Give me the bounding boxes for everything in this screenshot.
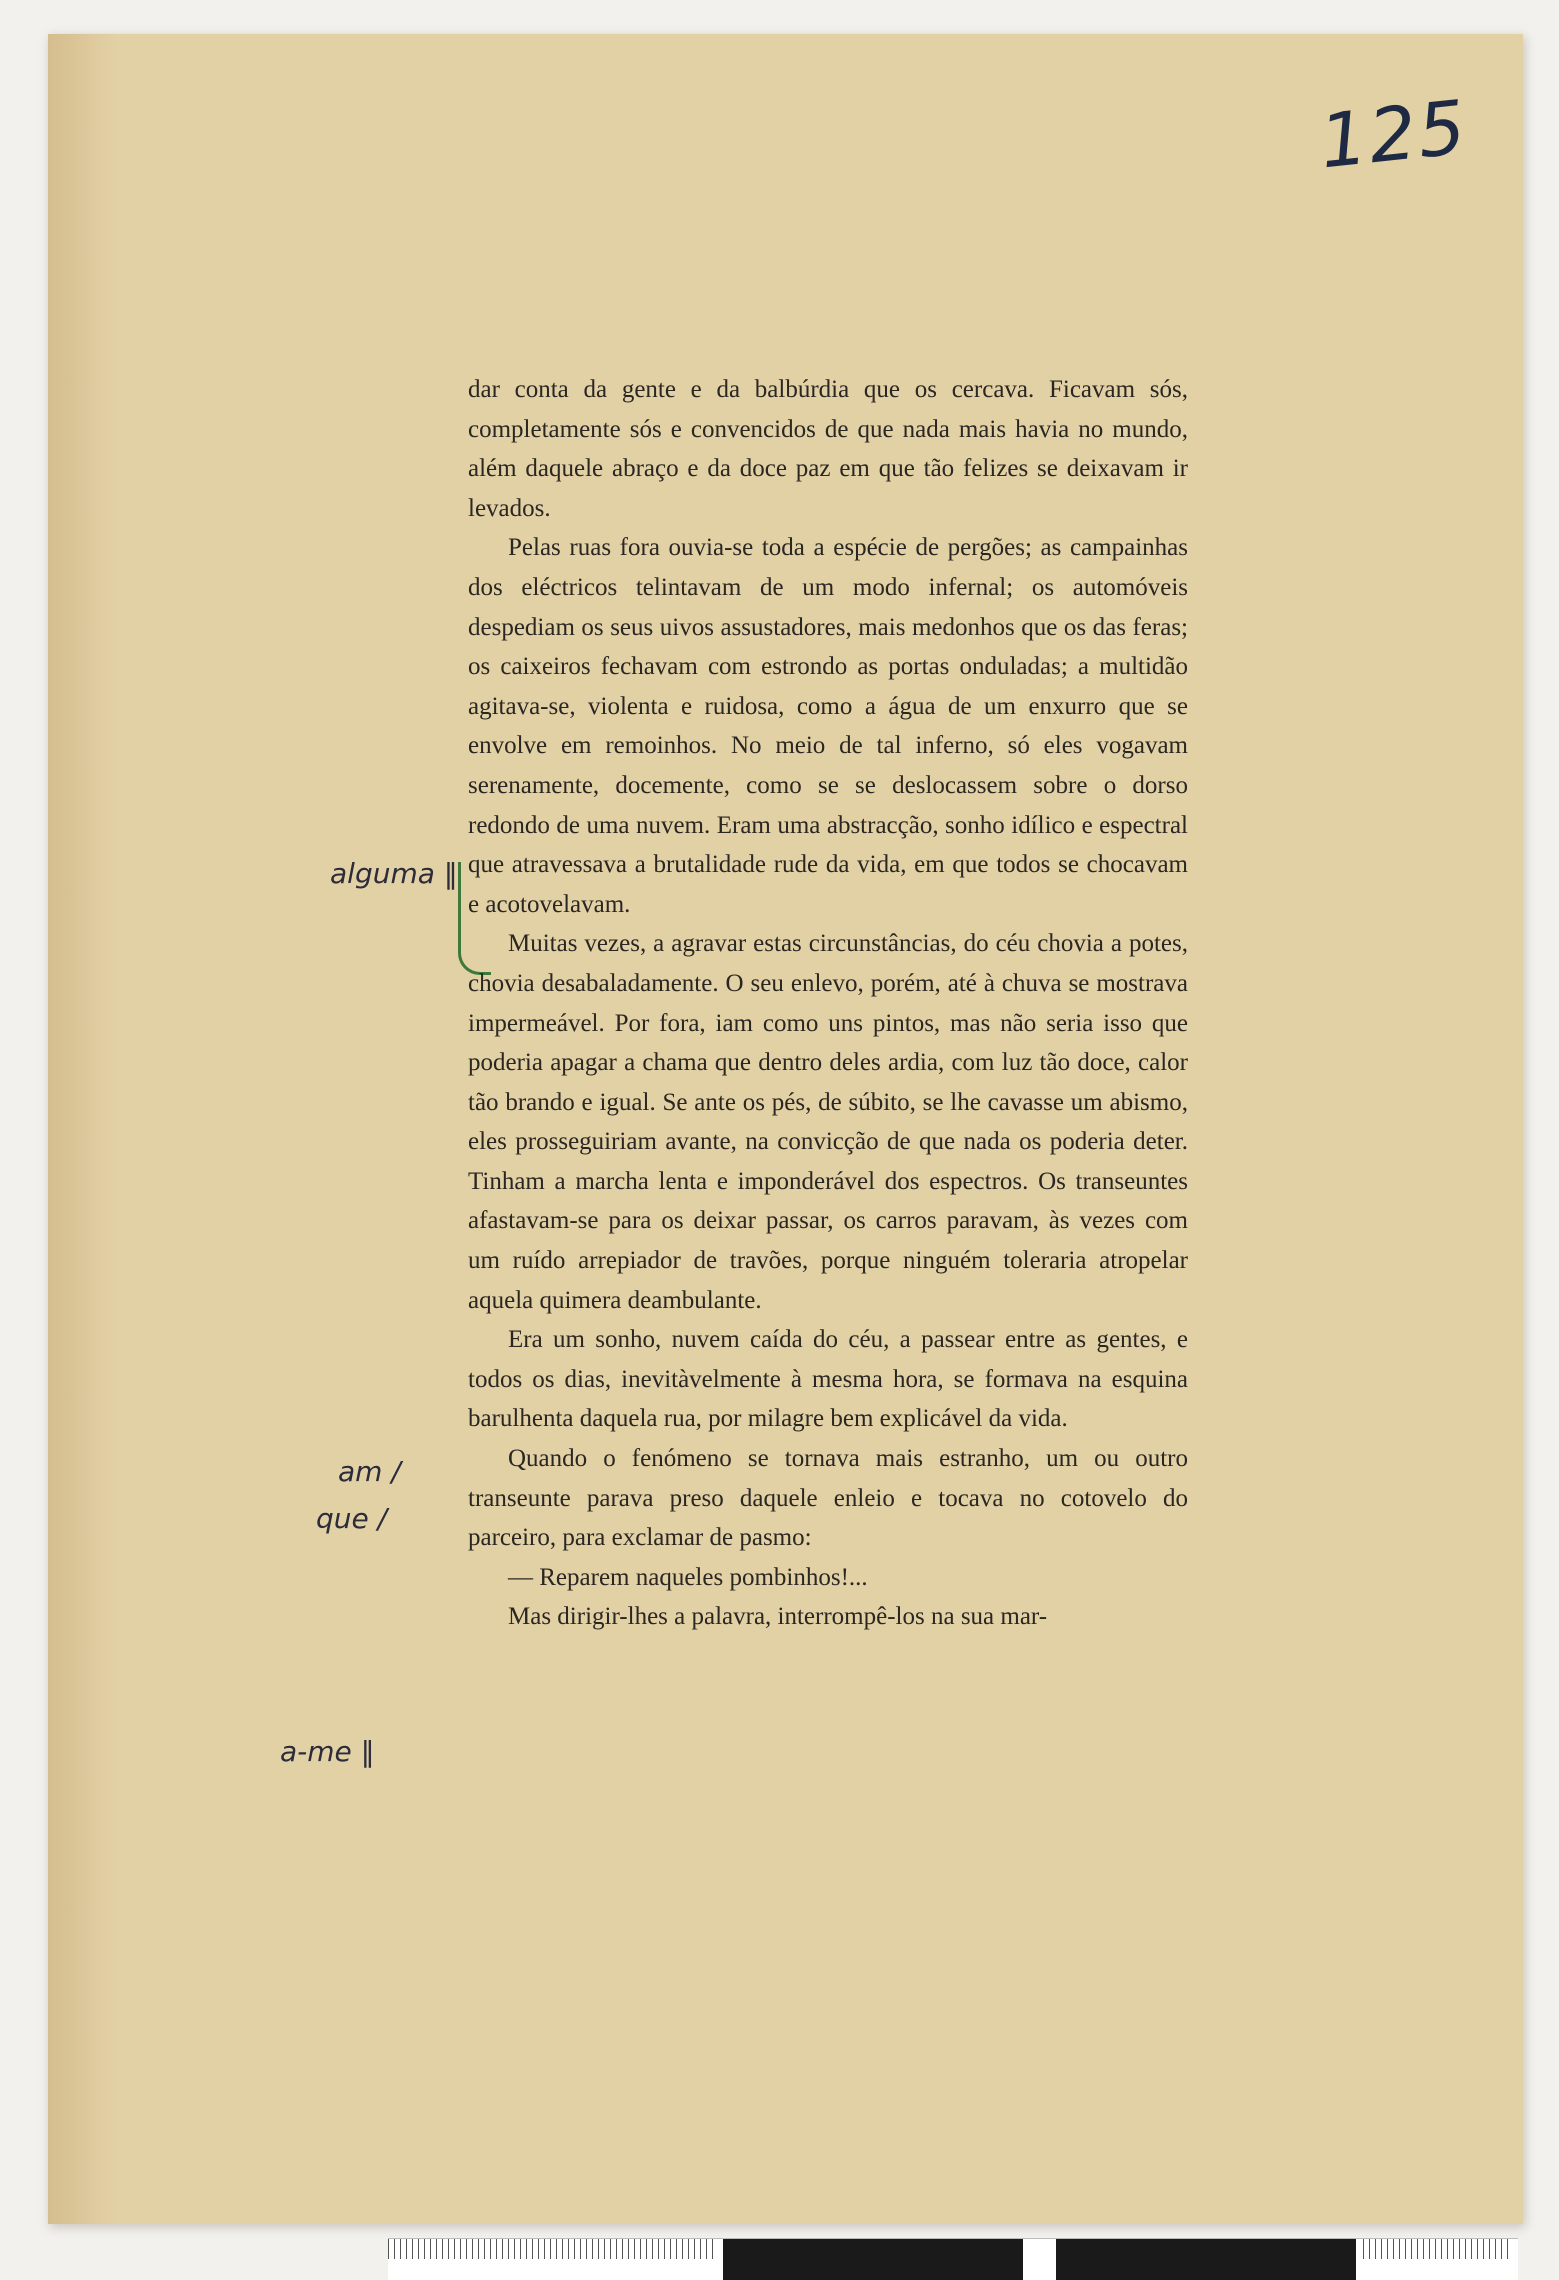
ruler-black-block xyxy=(1056,2239,1356,2280)
margin-note-alguma: alguma ‖ xyxy=(330,857,458,890)
page-number: 125 xyxy=(1315,84,1472,186)
dialogue-line: — Reparem naqueles pombinhos!... xyxy=(508,1563,868,1591)
paragraph: dar conta da gente e da balbúrdia que os cercava. Ficavam sós, completamente sós e convencidos de que nada mais havia no mundo, além daquele abraço e da doce paz em que tão felizes se deixavam ir levados. xyxy=(468,376,1188,522)
scan-color-ruler xyxy=(388,2238,1518,2280)
margin-note-que: que / xyxy=(316,1502,388,1535)
ruler-ticks xyxy=(388,2239,718,2259)
paragraph: Pelas ruas fora ouvia-se toda a espécie de pergões; as campainhas dos eléctricos telintavam de um modo infernal; os automóveis despediam os seus uivos assustadores, mais medonhos que os das feras; os caixeiros fechavam com estrondo as portas onduladas; a multidão agitava-se, violenta e ruidosa, como a água de um enxurro que se envolve em remoinhos. No meio de tal inferno, só eles vogavam serenamente, docemente, como se se deslocassem sobre o dorso redondo de uma nuvem. Eram uma abstracção, sonho idílico e espectral que atravessava a brutalidade rude da vida, em que todos se chocavam e acotovelavam. xyxy=(468,534,1188,918)
paper-stain xyxy=(48,34,118,2224)
ruler-ticks xyxy=(1363,2239,1513,2259)
margin-note-am: am / xyxy=(338,1455,401,1488)
margin-note-a-me: a-me ‖ xyxy=(280,1735,375,1768)
paragraph: Era um sonho, nuvem caída do céu, a passear entre as gentes, e todos os dias, inevitàvelmente à mesma hora, se formava na esquina barulhenta daquela rua, por milagre bem explicável da vida. xyxy=(468,1326,1188,1433)
paragraph: Muitas vezes, a agravar estas circunstâncias, do céu chovia a potes, chovia desabaladamente. O seu enlevo, porém, até à chuva se mostrava impermeável. Por fora, iam como uns pintos, mas não seria isso que poderia apagar a chama que dentro deles ardia, com luz tão doce, calor tão brando e igual. Se ante os pés, de súbito, se lhe cavasse um abismo, eles prosseguiriam avante, na convicção de que nada os poderia deter. Tinham a marcha lenta e imponderável dos espectros. Os transeuntes afastavam-se para os deixar passar, os carros paravam, às vezes com um ruído arrepiador de travões, porque ninguém toleraria atropelar aquela quimera deambulante. xyxy=(468,930,1188,1314)
ruler-black-block xyxy=(723,2239,1023,2280)
paragraph: Mas dirigir-lhes a palavra, interrompê-los na sua mar- xyxy=(508,1603,1048,1631)
body-text xyxy=(468,370,1188,1637)
paragraph: Quando o fenómeno se tornava mais estranho, um ou outro transeunte parava preso daquele enleio e tocava no cotovelo do parceiro, para exclamar de pasmo: xyxy=(468,1445,1188,1552)
